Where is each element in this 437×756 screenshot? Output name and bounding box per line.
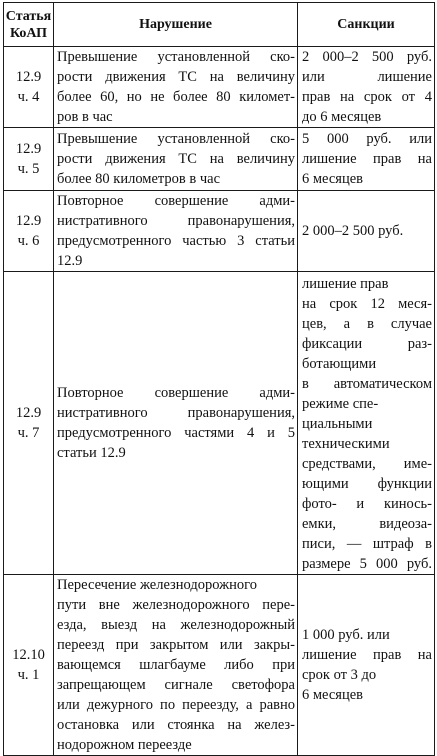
article-part: ч. 5 [17, 161, 40, 177]
sanction-cell [298, 128, 435, 191]
violation-line: Превышение установленной ско- [57, 49, 295, 65]
sanction-line: режиме спе- [302, 396, 379, 412]
article-cell [4, 47, 54, 128]
violation-cell [54, 47, 298, 128]
violation-line: Повторное совершение адми- [57, 385, 295, 401]
sanction-line: прав на срок от 4 [302, 89, 432, 105]
table-row [4, 47, 435, 128]
article-part: ч. 1 [17, 667, 40, 683]
violation-line: Пересечение железнодорожного [57, 577, 258, 593]
sanction-line: 2 000–2 500 руб. [302, 223, 404, 239]
violation-line: нодорожном переезде [57, 737, 192, 753]
sanction-line: размере 5 000 руб. [302, 556, 432, 572]
violation-line: нистративного правонарушения, [57, 405, 295, 421]
sanction-line: 1 000 руб. или [302, 627, 390, 643]
violation-line: рости движения ТС на величину [57, 69, 295, 85]
sanction-cell [298, 191, 435, 272]
sanction-cell [298, 47, 435, 128]
article-number: 12.9 [15, 141, 42, 157]
sanction-line: на срок 12 меся- [302, 296, 432, 312]
violation-cell [54, 191, 298, 272]
sanction-line: ботающими [302, 356, 377, 372]
sanction-line: ющими функции [302, 476, 432, 492]
sanction-cell [298, 272, 435, 575]
violation-line: более 60, но не более 80 километ- [57, 89, 295, 105]
violation-line: вающемся шлагбауме либо при [57, 657, 295, 673]
sanction-line: 6 месяцев [302, 171, 363, 187]
header-sanctions: Санкции [298, 3, 435, 47]
article-cell [4, 575, 54, 756]
article-part: ч. 6 [17, 233, 40, 249]
sanction-line: средствами, име- [302, 456, 432, 472]
sanction-line: 2 000–2 500 руб. [302, 49, 432, 65]
article-number: 12.9 [15, 213, 42, 229]
sanction-line: емки, видеоза- [302, 516, 432, 532]
violation-line: нистративного правонарушения, [57, 213, 295, 229]
sanction-line: или лишение [302, 69, 432, 85]
violation-line: запрещающем сигнале светофора [57, 677, 295, 693]
sanction-line: фото- и кинось- [302, 496, 432, 512]
header-article-line1: Статья [5, 8, 52, 24]
violation-line: остановка или стоянка на желез- [57, 717, 295, 733]
sanction-line: техническими [302, 436, 390, 452]
violation-line: статьи 12.9 [57, 445, 126, 461]
article-cell [4, 191, 54, 272]
article-number: 12.10 [12, 647, 45, 663]
article-cell [4, 128, 54, 191]
header-article [4, 3, 54, 47]
violation-line: переезд при закрытом или закры- [57, 637, 295, 653]
sanction-cell [298, 575, 435, 756]
article-part: ч. 4 [17, 89, 40, 105]
sanction-line: писи, — штраф в [302, 536, 432, 552]
sanction-line: лишение прав на [302, 647, 432, 663]
table-row [4, 191, 435, 272]
table-row [4, 128, 435, 191]
violation-cell [54, 272, 298, 575]
sanction-line: лишение прав [302, 276, 389, 292]
article-number: 12.9 [15, 405, 42, 421]
violation-line: более 80 километров в час [57, 171, 221, 187]
sanction-line: до 6 месяцев [302, 109, 382, 125]
violation-line: Повторное совершение адми- [57, 193, 295, 209]
violation-line: Превышение установленной ско- [57, 131, 295, 147]
sanction-line: циальными [302, 416, 373, 432]
header-violation: Нарушение [54, 3, 298, 47]
violation-line: или дежурного по переезду, а равно [57, 697, 295, 713]
article-cell [4, 272, 54, 575]
article-number: 12.9 [15, 69, 42, 85]
sanction-line: цев, а в случае [302, 316, 432, 332]
sanction-line: 5 000 руб. или [302, 131, 432, 147]
sanction-line: срок от 3 до [302, 667, 377, 683]
table-row [4, 575, 435, 756]
violation-line: предусмотренного частями 4 и 5 [57, 425, 295, 441]
violation-line: рости движения ТС на величину [57, 151, 295, 167]
violation-line: 12.9 [57, 253, 83, 269]
violation-cell [54, 128, 298, 191]
violation-line: предусмотренного частью 3 статьи [57, 233, 295, 249]
header-row [4, 3, 435, 47]
sanction-line: в автоматическом [302, 376, 432, 392]
table-row [4, 272, 435, 575]
header-article-line2: КоАП [9, 25, 48, 41]
violations-table [3, 2, 435, 756]
violation-line: ров в час [57, 109, 113, 125]
article-part: ч. 7 [17, 425, 40, 441]
sanction-line: фиксации раз- [302, 336, 432, 352]
sanction-line: лишение прав на [302, 151, 432, 167]
violation-line: пути вне железнодорожного пере- [57, 597, 295, 613]
violation-line: езда, выезд на железнодорожный [57, 617, 295, 633]
violation-cell [54, 575, 298, 756]
sanction-line: 6 месяцев [302, 687, 363, 703]
